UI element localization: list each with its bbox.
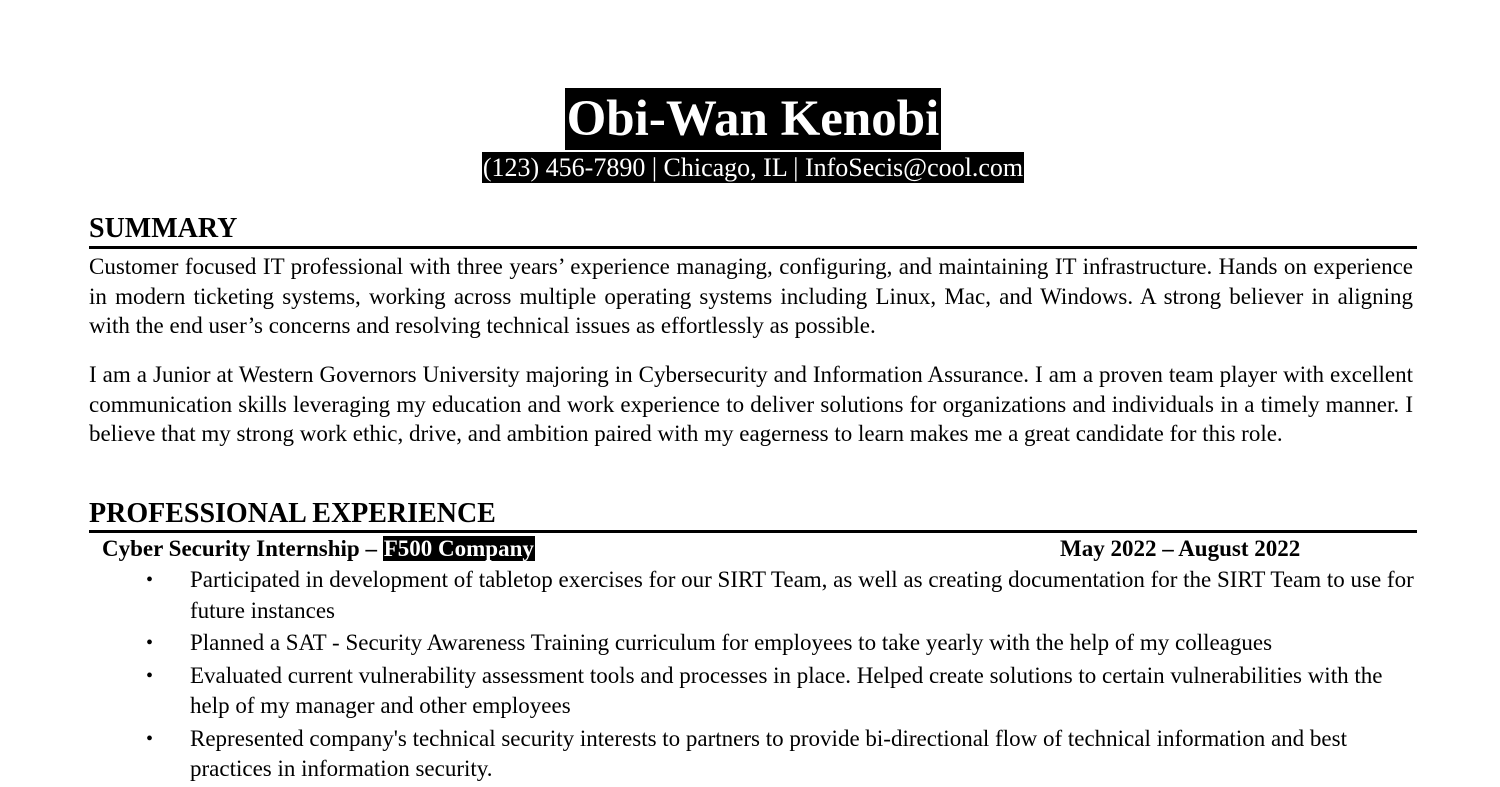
summary-heading: SUMMARY [89,213,238,244]
job-company: F500 Company [383,536,534,561]
job-dates: May 2022 – August 2022 [1060,536,1301,561]
bullet-icon: • [146,569,154,591]
job-bullet-list [89,565,1417,787]
candidate-name: Obi-Wan Kenobi [565,88,942,150]
list-item [89,628,1417,659]
summary-paragraph-1: Customer focused IT professional with three years’ experience managing, configuring, and maintaining IT infrastructure. Hands on experience in modern ticketing systems, working across multiple operating systems including Linux, Mac, and Windows. A strong believer in aligning with the end user’s concerns and resolving technical issues as effortlessly as possible. [89,254,1413,339]
bullet-text: Represented company's technical security interests to partners to provide bi-directional flow of technical information and best practices in information security. [190,725,1347,781]
experience-heading: PROFESSIONAL EXPERIENCE [89,498,496,529]
list-item [89,724,1417,785]
job-role: Cyber Security Internship – [102,536,377,561]
list-item [89,661,1417,722]
summary-paragraph-2: I am a Junior at Western Governors University majoring in Cybersecurity and Information Assurance. I am a proven team player with excellent communication skills leveraging my education and work experience to deliver solutions for organizations and individuals in a timely manner. I believe that my strong work ethic, drive, and ambition paired with my eagerness to learn makes me a great candidate for this role. [89,362,1413,447]
contact-line: (123) 456-7890 | Chicago, IL | InfoSecis@cool.com [482,153,1024,182]
bullet-icon: • [146,664,154,687]
experience-divider [89,530,1417,533]
bullet-icon: • [146,632,154,654]
list-item [89,565,1417,626]
bullet-text: Participated in development of tabletop exercises for our SIRT Team, as well as creating documentation for the SIRT Team to use for future instances [190,567,1414,623]
bullet-icon: • [146,727,154,750]
job-title [102,534,535,564]
summary-divider [89,246,1417,249]
bullet-text: Planned a SAT - Security Awareness Training curriculum for employees to take yearly with the help of my colleagues [190,630,1273,655]
bullet-text: Evaluated current vulnerability assessment tools and processes in place. Helped create solutions to certain vulnerabilities with the help of my manager and other employees [190,662,1383,718]
